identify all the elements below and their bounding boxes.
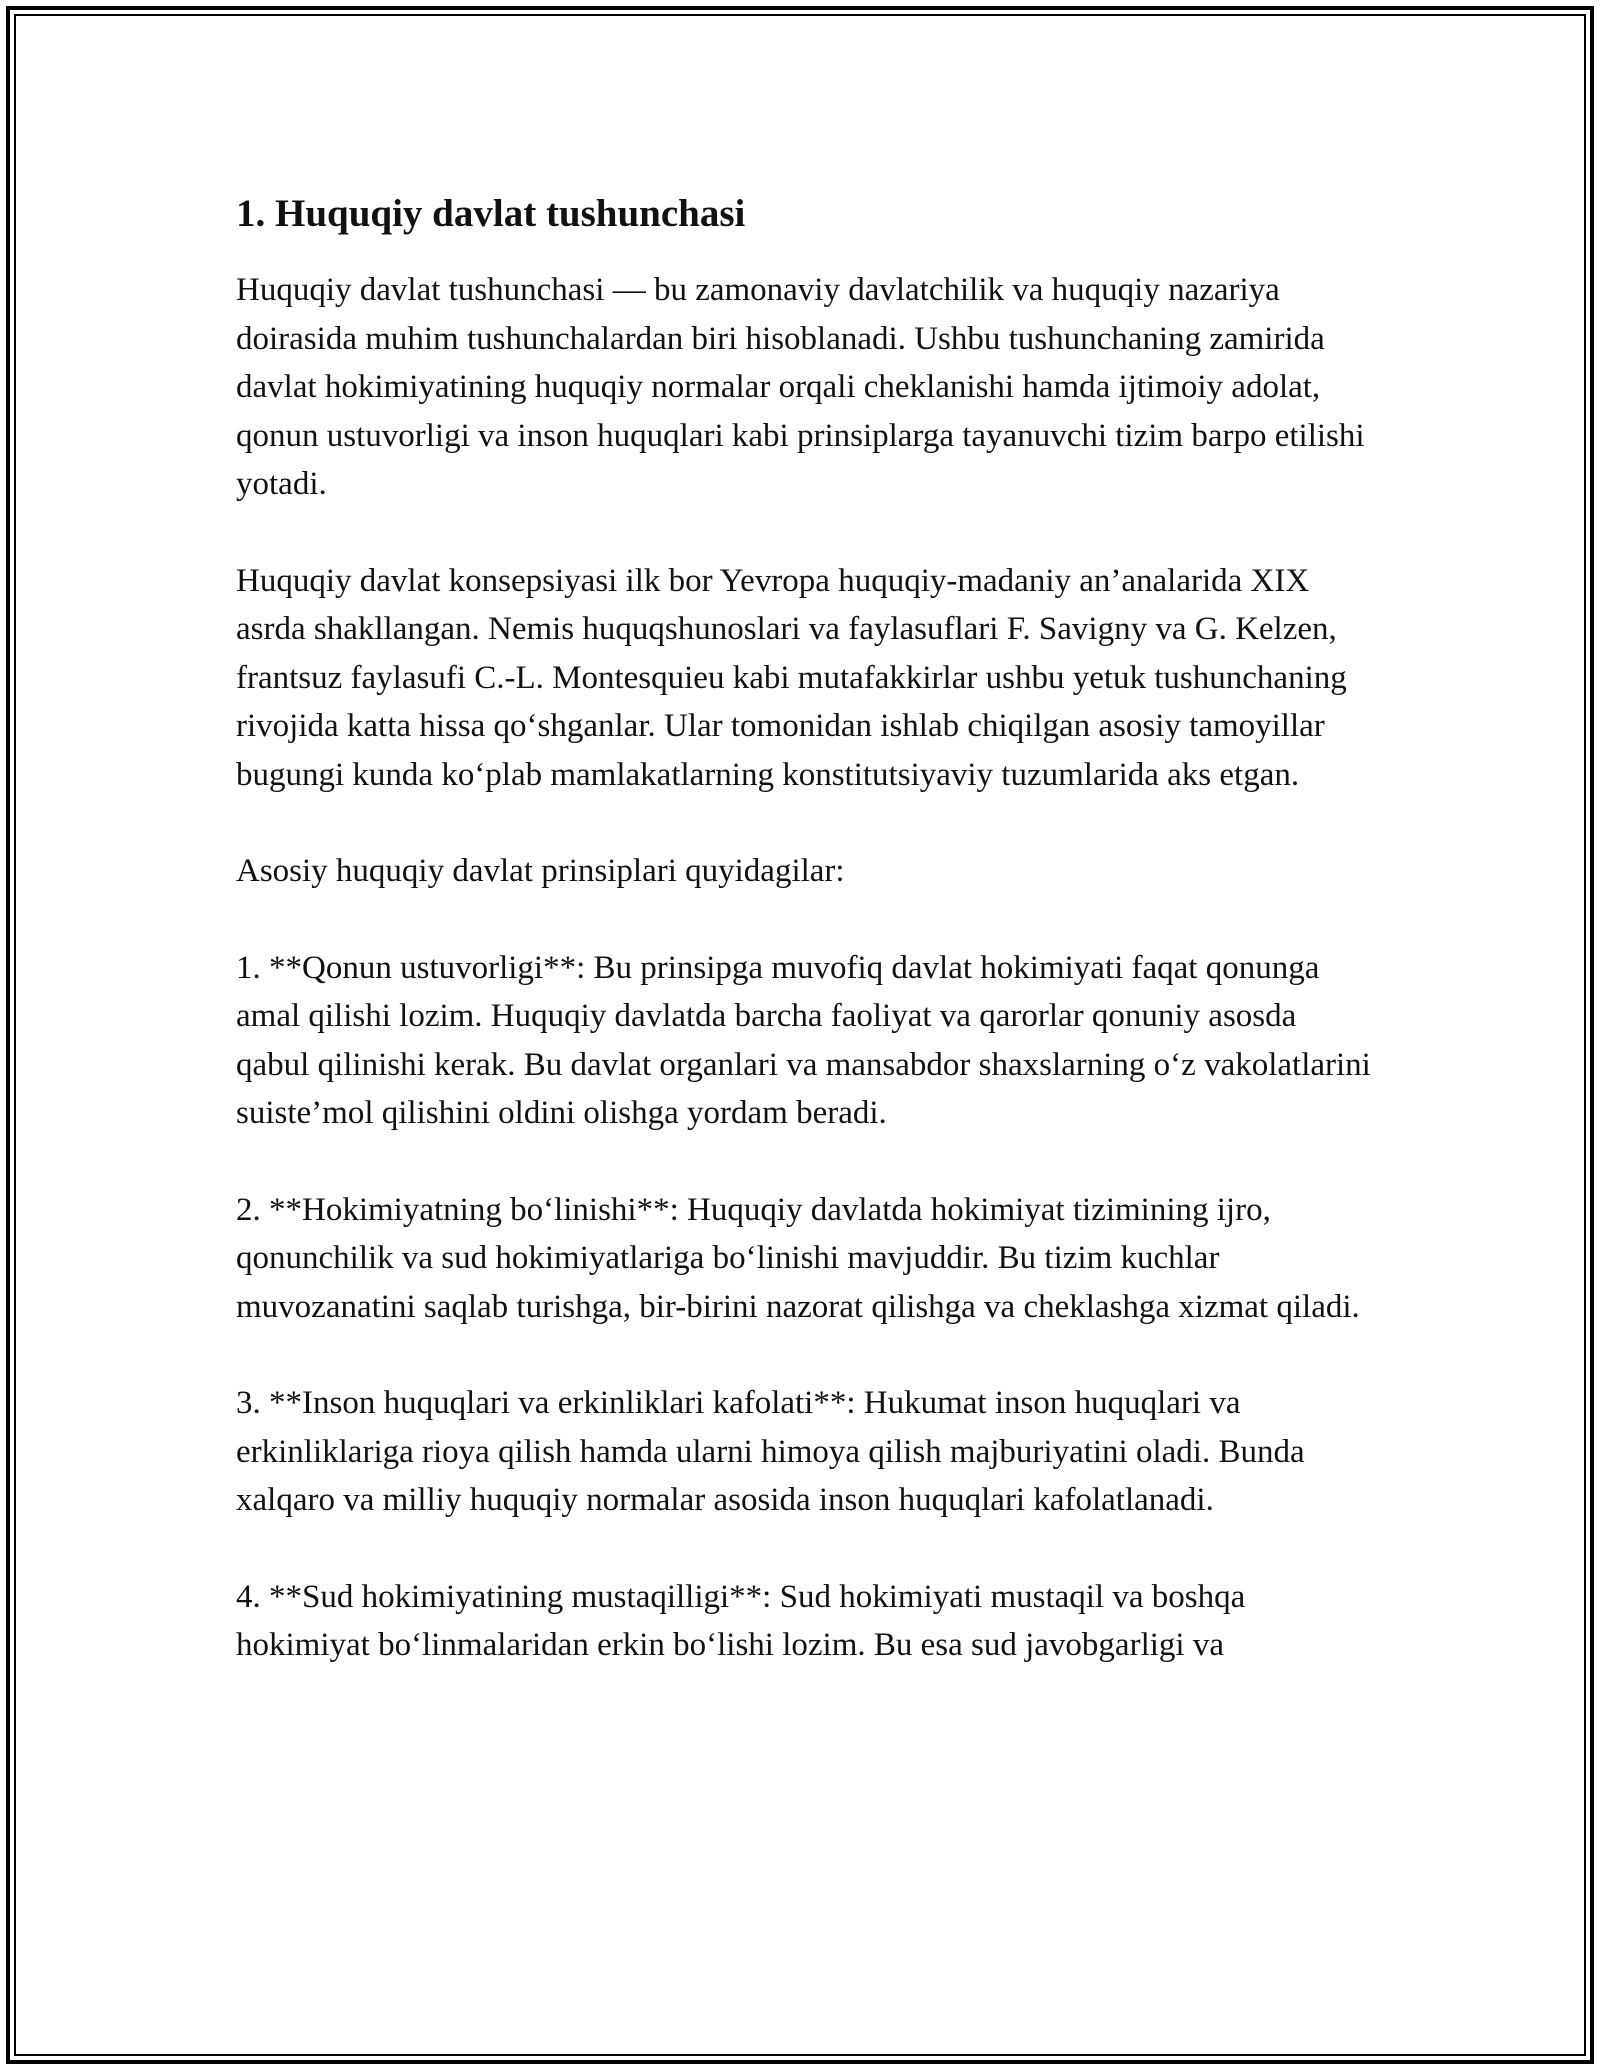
paragraph-principle-3: 3. **Inson huquqlari va erkinliklari kafolati**: Hukumat inson huquqlari va erkinliklariga rioya qilish hamda ularni himoya qilish majburiyatini oladi. Bunda xalqaro va milliy huquqiy normalar asosida inson huquqlari kafolatlanadi.: [236, 1385, 1305, 1518]
paragraph-principle-2: 2. **Hokimiyatning bo‘linishi**: Huquqiy davlatda hokimiyat tizimining ijro, qonunchilik va sud hokimiyatlariga bo‘linishi mavjuddir. Bu tizim kuchlar muvozanatini saqlab turishga, bir-birini nazorat qilishga va cheklashga xizmat qiladi.: [236, 1191, 1360, 1325]
section-heading: 1. Huquqiy davlat tushunchasi: [236, 192, 746, 235]
paragraph-intro: Huquqiy davlat tushunchasi — bu zamonaviy davlatchilik va huquqiy nazariya doirasida muhim tushunchalardan biri hisoblanadi. Ushbu tushunchaning zamirida davlat hokimiyatining huquqiy normalar orqali cheklanishi hamda ijtimoiy adolat, qonun ustuvorligi va inson huquqlari kabi prinsiplarga tayanuvchi tizim barpo etilishi yotadi.: [236, 272, 1365, 502]
paragraph-history: Huquqiy davlat konsepsiyasi ilk bor Yevropa huquqiy-madaniy an’analarida XIX asrda shakllangan. Nemis huquqshunoslari va faylasuflari F. Savigny va G. Kelzen, frantsuz faylasufi C.-L. Montesquieu kabi mutafakkirlar ushbu yetuk tushunchaning rivojida katta hissa qo‘shganlar. Ular tomonidan ishlab chiqilgan asosiy tamoyillar bugungi kunda ko‘plab mamlakatlarning konstitutsiyaviy tuzumlarida aks etgan.: [236, 562, 1347, 793]
document-body: [236, 186, 1376, 1670]
paragraph-principle-4: 4. **Sud hokimiyatining mustaqilligi**: Sud hokimiyati mustaqil va boshqa hokimiyat bo‘linmalaridan erkin bo‘lishi lozim. Bu esa sud javobgarligi va: [236, 1578, 1246, 1663]
paragraph-principles-intro: Asosiy huquqiy davlat prinsiplari quyidagilar:: [236, 853, 845, 889]
paragraph-principle-1: 1. **Qonun ustuvorligi**: Bu prinsipga muvofiq davlat hokimiyati faqat qonunga amal qilishi lozim. Huquqiy davlatda barcha faoliyat va qarorlar qonuniy asosda qabul qilinishi kerak. Bu davlat organlari va mansabdor shaxslarning o‘z vakolatlarini suiste’mol qilishini oldini olishga yordam beradi.: [236, 949, 1371, 1131]
